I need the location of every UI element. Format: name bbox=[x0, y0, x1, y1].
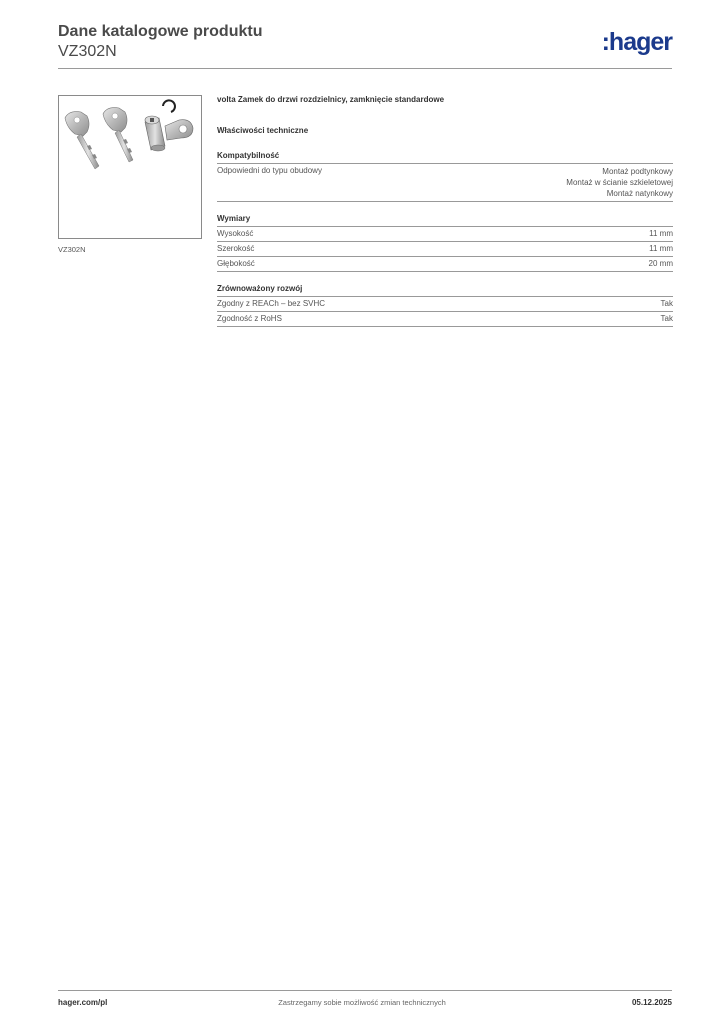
spec-label: Zgodność z RoHS bbox=[217, 314, 282, 323]
footer-disclaimer: Zastrzegamy sobie możliwość zmian technicznych bbox=[278, 998, 446, 1007]
technical-properties-heading: Właściwości techniczne bbox=[217, 126, 309, 135]
spec-group-compatibility bbox=[217, 151, 673, 202]
spec-row bbox=[217, 164, 673, 202]
product-details bbox=[217, 95, 673, 339]
retaining-clip-icon bbox=[163, 100, 175, 112]
spec-row bbox=[217, 227, 673, 242]
spec-row bbox=[217, 257, 673, 272]
spec-label: Odpowiedni do typu obudowy bbox=[217, 166, 322, 175]
footer-website-link[interactable]: hager.com/pl bbox=[58, 998, 108, 1007]
spec-label: Wysokość bbox=[217, 229, 254, 238]
header-divider bbox=[58, 68, 672, 69]
spec-row bbox=[217, 242, 673, 257]
spec-value: Montaż w ścianie szkieletowej bbox=[566, 178, 673, 187]
spec-group-title: Zrównoważony rozwój bbox=[217, 284, 673, 297]
spec-group-dimensions bbox=[217, 214, 673, 272]
spec-value: 11 mm bbox=[649, 229, 673, 238]
spec-values bbox=[566, 166, 673, 199]
key-icon bbox=[65, 112, 99, 169]
spec-row bbox=[217, 312, 673, 327]
product-description: volta Zamek do drzwi rozdzielnicy, zamknięcie standardowe bbox=[217, 95, 445, 104]
footer-divider bbox=[58, 990, 672, 991]
spec-group-title: Wymiary bbox=[217, 214, 673, 227]
spec-row bbox=[217, 297, 673, 312]
page-title: Dane katalogowe produktu bbox=[58, 23, 263, 40]
spec-value: Tak bbox=[660, 314, 673, 323]
spec-label: Głębokość bbox=[217, 259, 255, 268]
footer-date: 05.12.2025 bbox=[631, 998, 672, 1007]
image-caption: VZ302N bbox=[58, 245, 86, 254]
spec-group-title: Kompatybilność bbox=[217, 151, 673, 164]
key-icon bbox=[103, 108, 133, 162]
lock-cam-icon bbox=[165, 120, 193, 140]
spec-value: 20 mm bbox=[648, 259, 673, 268]
hager-logo: :hager bbox=[601, 28, 672, 56]
spec-value: Montaż natynkowy bbox=[606, 189, 673, 198]
spec-group-sustainability bbox=[217, 284, 673, 327]
spec-label: Szerokość bbox=[217, 244, 255, 253]
product-code: VZ302N bbox=[58, 43, 117, 60]
spec-value: Tak bbox=[660, 299, 673, 308]
lock-cylinder-icon bbox=[145, 116, 165, 151]
product-image-drawing bbox=[59, 96, 201, 238]
product-image bbox=[58, 95, 202, 239]
spec-label: Zgodny z REACh – bez SVHC bbox=[217, 299, 326, 308]
spec-value: Montaż podtynkowy bbox=[602, 167, 673, 176]
spec-value: 11 mm bbox=[649, 244, 673, 253]
page-header bbox=[58, 22, 262, 62]
